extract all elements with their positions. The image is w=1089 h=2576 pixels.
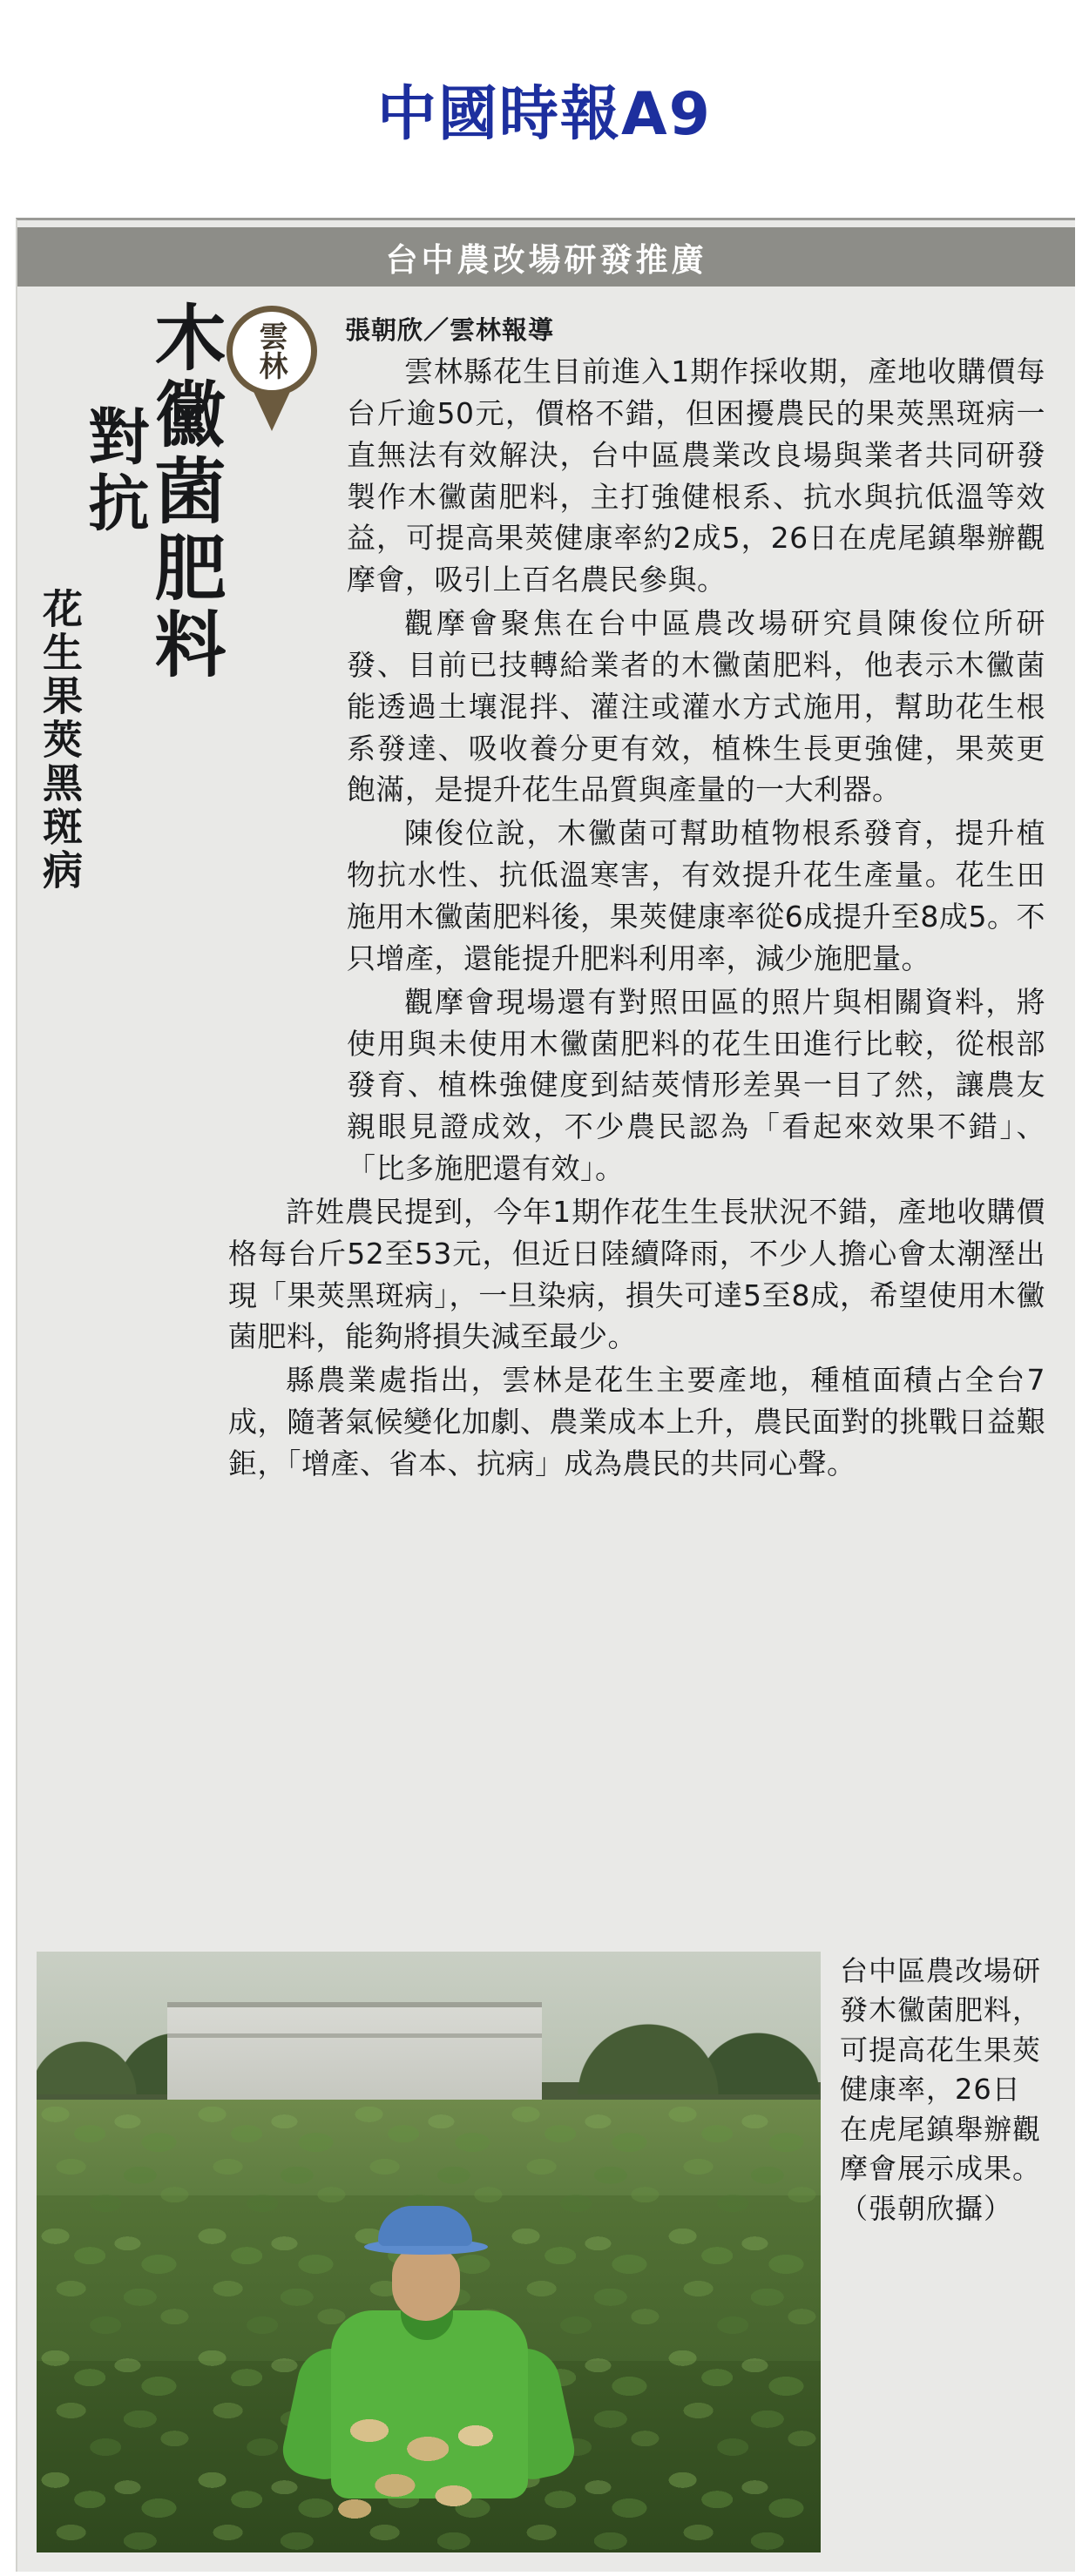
headline-main: 木黴菌肥料 (143, 300, 226, 684)
photo-farmer-face (392, 2246, 460, 2321)
article-body (228, 351, 1045, 1487)
headline-small: 花生果莢黑斑病 (37, 588, 84, 893)
photo-caption (840, 1952, 1045, 2552)
photo-farmer-hat (378, 2206, 472, 2246)
headline-sub: 對抗 (78, 405, 150, 537)
article-paragraph: 觀摩會現場還有對照田區的照片與相關資料，將使用與未使用木黴菌肥料的花生田進行比較，從根部發育、植株強健度到結莢情形差異一目了然，讓農友親眼見證成效，不少農民認為「看起來效果不錯」、「比多施肥還有效」。 (347, 984, 1045, 1186)
locality-label: 雲林 (254, 321, 289, 381)
headline (37, 300, 226, 1981)
article-paragraph: 觀摩會聚焦在台中區農改場研究員陳俊位所研發、目前已技轉給業者的木黴菌肥料，他表示木黴菌能透過土壤混拌、灌注或灌水方式施用，幫助花生根系發達、吸收養分更有效，植株生長更強健，果莢更飽滿，是提升花生品質與產量的一大利器。 (347, 606, 1045, 807)
article-photo (37, 1952, 821, 2552)
photo-caption-text: 台中區農改場研發木黴菌肥料，可提高花生果莢健康率，26日在虎尾鎮舉辦觀摩會展示成果。（張朝欣攝） (840, 1954, 1042, 2225)
article-clipping (16, 218, 1075, 2572)
article-paragraph: 陳俊位說，木黴菌可幫助植物根系發育，提升植物抗水性、抗低溫寒害，有效提升花生產量。花生田施用木黴菌肥料後，果莢健康率從6成提升至8成5。不只增產，還能提升肥料利用率，減少施肥量。 (347, 816, 1045, 975)
article-paragraph: 縣農業處指出，雲林是花生主要產地，種植面積占全台7成，隨著氣候變化加劇、農業成本上升，農民面對的挑戰日益艱鉅，「增產、省本、抗病」成為農民的共同心聲。 (228, 1363, 1045, 1480)
masthead (0, 0, 1089, 218)
photo-building (167, 2002, 542, 2112)
kicker-label: 台中農改場研發推廣 (385, 241, 707, 279)
byline: 張朝欣／雲林報導 (345, 315, 555, 345)
publication-title: 中國時報A9 (377, 79, 712, 149)
article-paragraph: 雲林縣花生目前進入1期作採收期，產地收購價每台斤逾50元，價格不錯，但困擾農民的果莢黑斑病一直無法有效解決，台中區農業改良場與業者共同研發製作木黴菌肥料，主打強健根系、抗水與抗低溫等效益，可提高果莢健康率約2成5，26日在虎尾鎮舉辦觀摩會，吸引上百名農民參與。 (347, 354, 1045, 597)
article-paragraph: 許姓農民提到，今年1期作花生生長狀況不錯，產地收購價格每台斤52至53元，但近日陸續降雨，不少人擔心會太潮溼出現「果莢黑斑病」，一旦染病，損失可達5至8成，希望使用木黴菌肥料，能夠將損失減至最少。 (228, 1194, 1045, 1354)
kicker-banner (17, 227, 1075, 287)
photo-peanut-harvest (333, 2404, 516, 2535)
